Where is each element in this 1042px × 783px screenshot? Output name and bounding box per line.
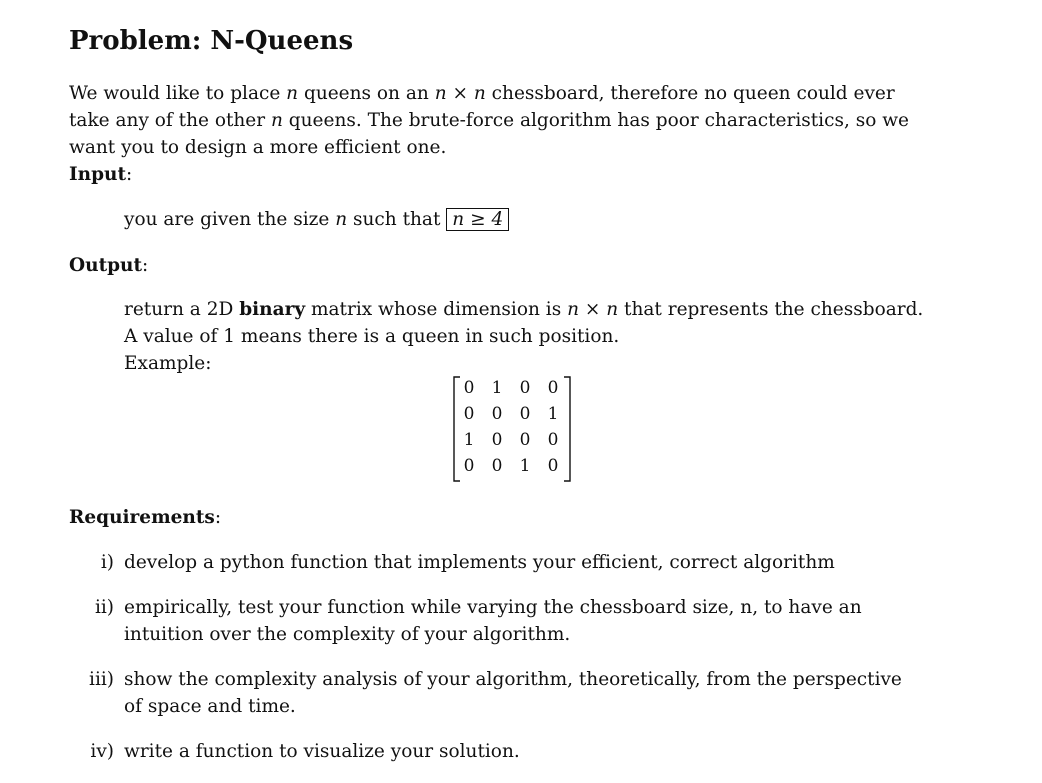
matrix-cell: 0 [547,430,559,450]
input-heading: Input: [69,164,133,185]
input-text: you are given the size n such that n ≥ 4 [124,206,509,233]
matrix-cell: 0 [491,456,503,476]
requirement-text: show the complexity analysis of your algorithm, theoretically, from the perspective [124,669,902,690]
intro-line-2: take any of the other n queens. The brute-force algorithm has poor characteristics, so we [69,110,910,131]
requirement-text: develop a python function that implements your efficient, correct algorithm [124,552,835,573]
matrix-cell: 0 [519,378,531,398]
requirement-text: of space and time. [124,696,296,717]
matrix-cell: 0 [463,404,475,424]
matrix-cell: 0 [491,404,503,424]
matrix-cell: 0 [519,430,531,450]
intro-line-3: want you to design a more efficient one. [69,137,447,158]
requirements-heading: Requirements: [69,507,222,528]
intro-line-1: We would like to place n queens on an n × n chessboard, therefore no queen could ever [69,83,895,104]
output-line-1: return a 2D binary matrix whose dimension is n × n that represents the chessboard. [124,299,924,320]
matrix-cell: 0 [463,456,475,476]
matrix-cell: 0 [519,404,531,424]
requirement-number: iv) [90,741,114,762]
matrix-cell: 0 [463,378,475,398]
page-title: Problem: N-Queens [69,26,354,56]
matrix-cell: 0 [547,378,559,398]
matrix-cell: 1 [463,430,475,450]
matrix-cell: 1 [519,456,531,476]
requirement-text: empirically, test your function while varying the chessboard size, n, to have an [124,597,862,618]
matrix-cell: 1 [547,404,559,424]
output-line-2: A value of 1 means there is a queen in such position. [124,326,620,347]
input-constraint-box: n ≥ 4 [446,208,509,231]
matrix-cell: 0 [491,430,503,450]
example-label: Example: [124,353,212,374]
requirement-text: intuition over the complexity of your algorithm. [124,624,571,645]
requirement-number: i) [100,552,114,573]
requirement-number: iii) [89,669,114,690]
example-matrix [452,375,572,483]
requirement-text: write a function to visualize your solution. [124,741,520,762]
matrix-cell: 0 [547,456,559,476]
matrix-cell: 1 [491,378,503,398]
output-heading: Output: [69,255,149,276]
requirement-number: ii) [94,597,114,618]
